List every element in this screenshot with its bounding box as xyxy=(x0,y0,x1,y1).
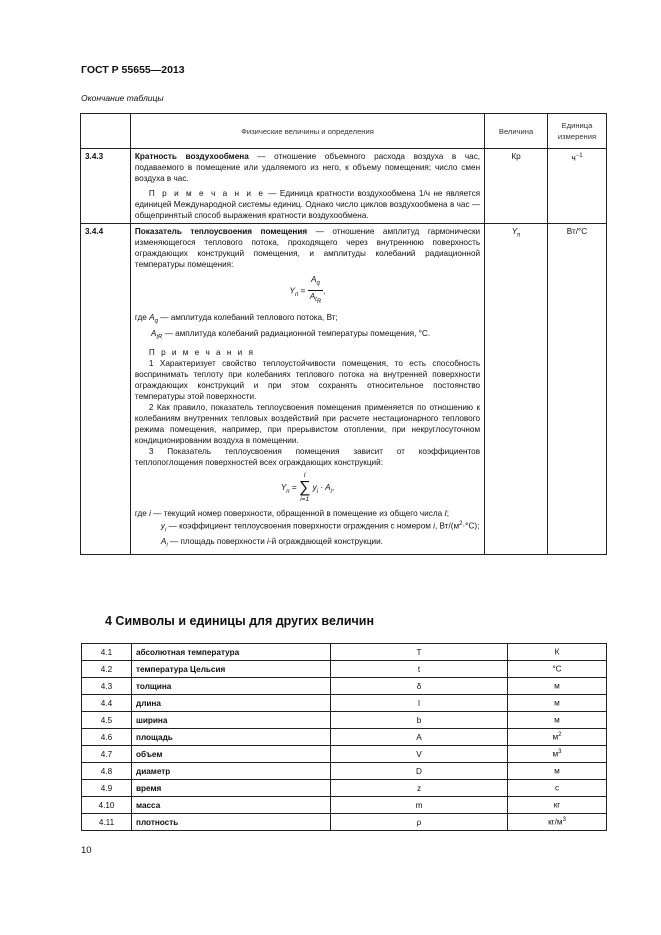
quantity-name: площадь xyxy=(132,729,331,746)
quantity-name: плотность xyxy=(132,814,331,831)
unit-value: $ч^{-1}$ xyxy=(548,149,607,224)
unit-value: м xyxy=(508,678,607,695)
row-number: 4.8 xyxy=(82,763,132,780)
quantity-name: ширина xyxy=(132,712,331,729)
quantity-name: диаметр xyxy=(132,763,331,780)
unit-value: $кг/м^3$ xyxy=(508,814,607,831)
quantity-symbol: t xyxy=(331,661,508,678)
quantity-symbol: z xyxy=(331,780,508,797)
table-row xyxy=(82,661,607,678)
table-row xyxy=(82,780,607,797)
term-number: 3.4.4 xyxy=(81,224,131,555)
quantity-symbol: T xyxy=(331,644,508,661)
row-number: 4.7 xyxy=(82,746,132,763)
term-number: 3.4.3 xyxy=(81,149,131,224)
term-name: Кратность воздухообмена xyxy=(134,152,249,161)
unit-value: Вт/°С xyxy=(548,224,607,555)
page-number: 10 xyxy=(81,845,92,856)
quantity-symbol: ρ xyxy=(331,814,508,831)
term-definition: Показатель теплоусвоения помещения — отношение амплитуд гармонически изменяющегося теплового потока, проходящего через внутреннюю поверхность ограждающих конструкций помещения, и амплитуды колебаний радиационной температуры помещения: $Y_п$ = $\frac{A_q}{A_{t_R}}$ , где $A_q$ — амплитуда колебаний теплового потока, Вт; $A_{tR}$ — амплитуда колебаний радиационной температуры помещения, °С. П р и м е ч а н и я 1 Характеризует свойство теплоустойчивости помещения, то есть способность воспринимать теплоту при колебаниях теплового потока на внутренней поверхности ограждающих конструкций и при этом сохранять относительное постоянство температуры этой поверхности. 2 Как правило, показатель теплоусвоения помещения применяется по отношению к колебаниям внутренних тепловых воздействий при расчете нестационарного теплового режима помещения, например, при прерывистом отоплении, при некруглосуточном кондиционировании воздуха в помещении. 3 Показатель теплоусвоения помещения зависит от коэффициентов теплопоглощения поверхностей всех ограждающих конструкций: $Y_п$ = I ∑ i=1 $y_i \cdot A_i$, где i — текущий номер поверхности, обращенной в помещение из общего числа I; $y_i$ — коэффициент теплоусвоения поверхности ограждения с номером i, $Вт/(м^2\cdot^\circ С)$; $A_i$ — площадь поверхности i-й ограждающей конструкции. xyxy=(130,224,484,555)
table-header-row xyxy=(81,114,607,149)
quantity-name: масса xyxy=(132,797,331,814)
header-cell-definitions: Физические величины и определения xyxy=(130,114,484,149)
row-number: 4.4 xyxy=(82,695,132,712)
table-row xyxy=(81,224,607,555)
table-row xyxy=(82,814,607,831)
table-row xyxy=(82,712,607,729)
quantity-name: объем xyxy=(132,746,331,763)
quantity-symbol: V xyxy=(331,746,508,763)
table-row xyxy=(82,678,607,695)
quantity-symbol: D xyxy=(331,763,508,780)
row-number: 4.9 xyxy=(82,780,132,797)
table-row xyxy=(81,149,607,224)
table-row xyxy=(82,797,607,814)
row-number: 4.6 xyxy=(82,729,132,746)
table-row xyxy=(82,746,607,763)
row-number: 4.5 xyxy=(82,712,132,729)
unit-value: $м^2$ xyxy=(508,729,607,746)
quantity-symbol: $Y_п$ xyxy=(485,224,548,555)
quantity-symbol: A xyxy=(331,729,508,746)
table-row xyxy=(82,729,607,746)
quantity-name: температура Цельсия xyxy=(132,661,331,678)
quantity-name: время xyxy=(132,780,331,797)
unit-value: м xyxy=(508,695,607,712)
quantity-name: толщина xyxy=(132,678,331,695)
section-title: 4 Символы и единицы для других величин xyxy=(105,614,375,628)
document-header: ГОСТ Р 55655—2013 xyxy=(81,64,185,76)
table-row xyxy=(82,763,607,780)
row-number: 4.3 xyxy=(82,678,132,695)
formula-y-ratio: $Y_п$ = $\frac{A_q}{A_{t_R}}$ , xyxy=(289,275,326,306)
unit-value: кг xyxy=(508,797,607,814)
note-1: 1 Характеризует свойство теплоустойчивости помещения, то есть способность воспринимать теплоту при колебаниях теплового потока на внутренней поверхности ограждающих конструкций и при этом сохранять относительное постоянство температуры этой поверхности. xyxy=(134,358,481,401)
note-2: 2 Как правило, показатель теплоусвоения помещения применяется по отношению к колебаниям внутренних тепловых воздействий при расчете нестационарного теплового режима помещения, например, при прерывистом отоплении, при некруглосуточном кондиционировании воздуха в помещении. xyxy=(134,402,481,445)
quantity-symbol: δ xyxy=(331,678,508,695)
row-number: 4.10 xyxy=(82,797,132,814)
header-cell-quantity: Величина xyxy=(485,114,548,149)
quantity-symbol: b xyxy=(331,712,508,729)
unit-value: °С xyxy=(508,661,607,678)
formula-y-sum: $Y_п$ = I ∑ i=1 $y_i \cdot A_i$, xyxy=(280,471,335,503)
symbols-table xyxy=(81,643,607,831)
row-number: 4.1 xyxy=(82,644,132,661)
definitions-table xyxy=(80,113,607,555)
header-cell-num xyxy=(81,114,131,149)
quantity-symbol: m xyxy=(331,797,508,814)
unit-value: м xyxy=(508,763,607,780)
table-continuation-label: Окончание таблицы xyxy=(81,93,164,103)
note-3: 3 Показатель теплоусвоения помещения зависит от коэффициентов теплопоглощения поверхностей всех ограждающих конструкций: xyxy=(134,446,481,467)
term-definition: Кратность воздухообмена — отношение объемного расхода воздуха в час, подаваемого в помещение или удаляемого из него, к объему помещения; число смен воздуха в час. П р и м е ч а н и е — Единица кратности воздухообмена 1/ч не является единицей Международной системы единиц. Однако число циклов воздухообмена в час — общепринятый способ выражения кратности воздухообмена. xyxy=(130,149,484,224)
table-row xyxy=(82,644,607,661)
quantity-name: длина xyxy=(132,695,331,712)
quantity-symbol: l xyxy=(331,695,508,712)
quantity-symbol: Кр xyxy=(485,149,548,224)
header-cell-unit: Единица измерения xyxy=(548,114,607,149)
row-number: 4.2 xyxy=(82,661,132,678)
table-row xyxy=(82,695,607,712)
unit-value: $м^3$ xyxy=(508,746,607,763)
quantity-name: абсолютная температура xyxy=(132,644,331,661)
unit-value: К xyxy=(508,644,607,661)
unit-value: с xyxy=(508,780,607,797)
term-name: Показатель теплоусвоения помещения xyxy=(134,227,308,236)
row-number: 4.11 xyxy=(82,814,132,831)
unit-value: м xyxy=(508,712,607,729)
